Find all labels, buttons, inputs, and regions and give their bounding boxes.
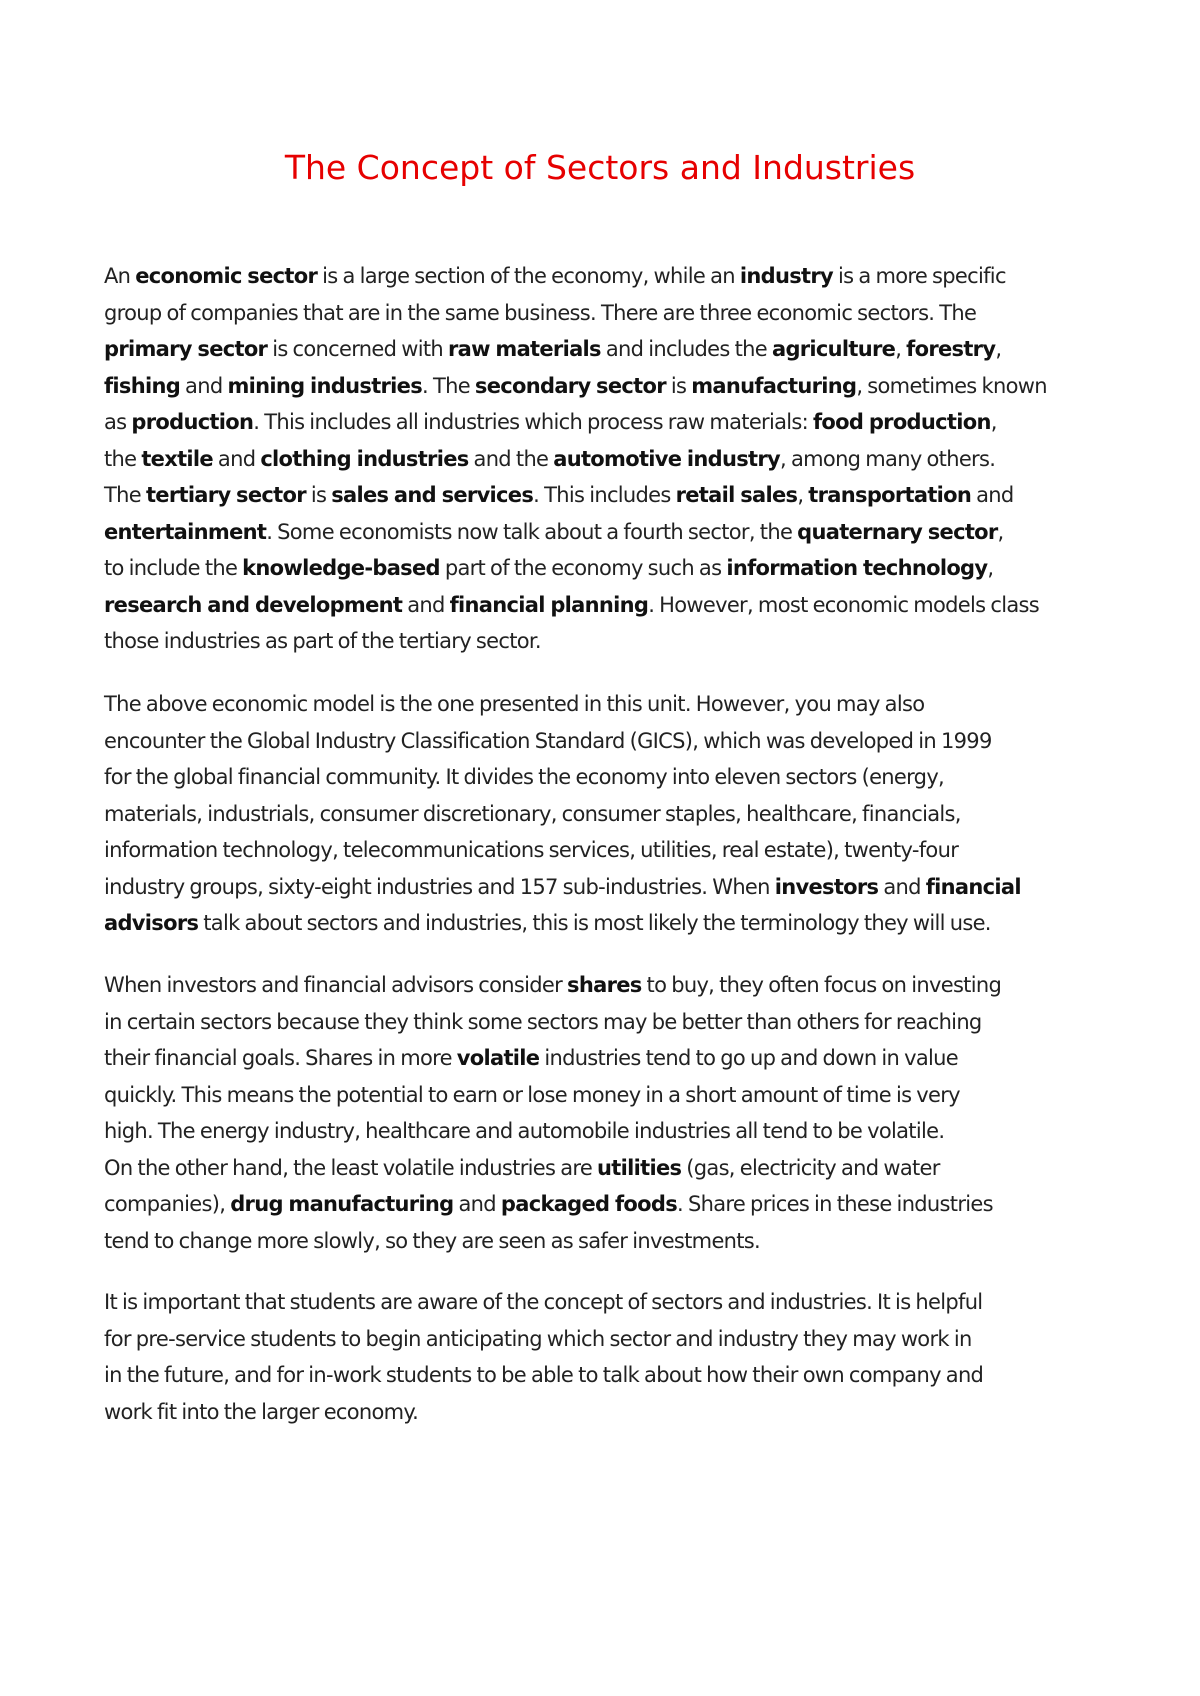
text-segment: materials, industrials, consumer discretionary, consumer staples, healthcare, financials, (104, 801, 961, 826)
text-segment: group of companies that are in the same business. There are three economic sectors. The (104, 300, 977, 325)
text-line (104, 796, 1144, 833)
text-segment: encounter the Global Industry Classification Standard (GICS), which was developed in 1999 (104, 728, 992, 753)
text-line (104, 368, 1144, 405)
bold-term: transportation (808, 483, 972, 507)
bold-term: drug manufacturing (230, 1192, 454, 1216)
text-line (104, 686, 1144, 723)
text-segment: An (104, 264, 136, 288)
text-segment: is a large section of the economy, while an (317, 264, 740, 288)
bold-term: mining industries (227, 373, 423, 398)
bold-term: information technology (726, 556, 988, 580)
text-segment: When investors and financial advisors consider (104, 973, 568, 997)
text-line (104, 1113, 1144, 1150)
text-segment: work fit into the larger economy. (104, 1399, 419, 1424)
page-title: The Concept of Sectors and Industries (284, 148, 916, 187)
text-segment: , (995, 337, 1002, 361)
text-segment: and (212, 446, 261, 471)
text-segment: . Share prices in these industries (677, 1192, 993, 1216)
bold-term: entertainment (104, 519, 267, 544)
bold-term: primary sector (104, 337, 268, 361)
text-segment: and (878, 874, 926, 899)
text-line (104, 1321, 1144, 1358)
text-line (104, 905, 1144, 942)
text-segment: . This includes all industries which process raw materials: (253, 410, 813, 434)
text-line (104, 1284, 1144, 1321)
bold-term: industry (739, 264, 833, 288)
bold-term: economic sector (135, 264, 318, 288)
text-segment: , sometimes known (856, 373, 1047, 398)
text-line (104, 1040, 1144, 1077)
bold-term: retail sales (675, 483, 798, 507)
text-line (104, 759, 1144, 796)
text-line (104, 1004, 1144, 1041)
text-segment: and (402, 592, 450, 617)
text-line (104, 1150, 1144, 1187)
text-line (104, 1357, 1144, 1394)
bold-term: raw materials (447, 337, 601, 361)
text-segment: those industries as part of the tertiary sector. (104, 629, 541, 653)
text-segment: tend to change more slowly, so they are seen as safer investments. (104, 1228, 761, 1253)
text-line (104, 723, 1144, 760)
text-segment: and the (468, 446, 554, 471)
paragraph-gics (104, 686, 1144, 942)
text-segment: to buy, they often focus on investing (641, 973, 1002, 997)
bold-term: production (131, 410, 254, 434)
text-segment: , (797, 483, 809, 507)
text-segment: and (453, 1192, 501, 1216)
text-segment: On the other hand, the least volatile industries are (104, 1155, 598, 1180)
bold-term: forestry (906, 337, 996, 361)
text-segment: and (971, 483, 1014, 507)
text-segment: The (104, 483, 146, 507)
text-segment: . The (422, 373, 475, 398)
text-segment: high. The energy industry, healthcare and automobile industries all tend to be volatile. (104, 1119, 945, 1143)
text-segment: part of the economy such as (439, 556, 727, 580)
text-line (104, 1077, 1144, 1114)
text-segment: . However, most economic models class (648, 592, 1040, 617)
text-line (104, 832, 1144, 869)
text-segment: as (104, 410, 132, 434)
bold-term: automotive industry (553, 446, 781, 471)
text-line (104, 1394, 1144, 1431)
text-segment: their financial goals. Shares in more (104, 1046, 457, 1070)
text-segment: in certain sectors because they think some sectors may be better than others for reaching (104, 1009, 982, 1034)
bold-term: research and development (104, 592, 403, 617)
text-segment: and includes the (600, 337, 772, 361)
text-line (104, 331, 1144, 368)
bold-term: textile (141, 446, 213, 471)
text-line (104, 404, 1144, 441)
text-segment: industries tend to go up and down in value (539, 1046, 958, 1070)
bold-term: volatile (456, 1046, 540, 1070)
text-line (104, 550, 1144, 587)
bold-term: tertiary sector (145, 483, 306, 507)
text-segment: (gas, electricity and water (681, 1155, 940, 1180)
text-segment: , (987, 556, 994, 580)
text-line (104, 967, 1144, 1004)
text-line (104, 587, 1144, 624)
bold-term: sales and services (331, 483, 534, 507)
text-segment: and (180, 373, 228, 398)
text-segment: quickly. This means the potential to earn or lose money in a short amount of time is very (104, 1082, 960, 1107)
text-segment: information technology, telecommunications services, utilities, real estate), twenty-four (104, 838, 959, 862)
bold-term: utilities (597, 1155, 682, 1180)
text-segment: for pre-service students to begin anticipating which sector and industry they may work in (104, 1326, 972, 1351)
text-line (104, 477, 1144, 514)
bold-term: quaternary sector (797, 519, 998, 544)
text-segment: , (895, 337, 907, 361)
paragraph-importance (104, 1284, 1144, 1430)
bold-term: clothing industries (260, 446, 469, 471)
bold-term: financial planning (449, 592, 649, 617)
bold-term: advisors (104, 911, 199, 935)
text-segment: , (990, 410, 997, 434)
text-segment: . This includes (533, 483, 676, 507)
text-line (104, 1186, 1144, 1223)
bold-term: agriculture (771, 337, 896, 361)
text-segment: It is important that students are aware of the concept of sectors and industries. It is helpful (104, 1290, 983, 1314)
text-segment: . Some economists now talk about a fourth sector, the (266, 519, 798, 544)
bold-term: fishing (104, 373, 181, 398)
paragraph-volatility (104, 967, 1144, 1259)
text-segment: is a more specific (833, 264, 1006, 288)
bold-term: food production (813, 410, 991, 434)
text-segment: talk about sectors and industries, this is most likely the terminology they will use. (198, 911, 991, 935)
bold-term: shares (567, 973, 642, 997)
text-segment: is (305, 483, 332, 507)
text-segment: for the global financial community. It divides the economy into eleven sectors (energy, (104, 765, 945, 789)
text-segment: in the future, and for in-work students to be able to talk about how their own company and (104, 1363, 984, 1387)
text-segment: the (104, 446, 142, 471)
bold-term: knowledge-based (242, 556, 440, 580)
text-segment: , (997, 519, 1004, 544)
text-line (104, 869, 1144, 906)
bold-term: packaged foods (500, 1192, 678, 1216)
text-segment: is (665, 373, 692, 398)
text-line (104, 1223, 1144, 1260)
text-line (104, 258, 1144, 295)
text-segment: is concerned with (267, 337, 448, 361)
bold-term: financial (925, 874, 1021, 899)
text-segment: , among many others. (780, 446, 996, 471)
text-line (104, 441, 1144, 478)
bold-term: manufacturing (691, 373, 857, 398)
text-segment: The above economic model is the one presented in this unit. However, you may also (104, 692, 925, 716)
paragraph-sectors-overview (104, 258, 1144, 660)
text-line (104, 514, 1144, 551)
text-line (104, 623, 1144, 660)
text-line (104, 295, 1144, 332)
bold-term: secondary sector (474, 373, 666, 398)
bold-term: investors (774, 874, 879, 899)
text-segment: industry groups, sixty-eight industries and 157 sub-industries. When (104, 874, 775, 899)
text-segment: to include the (104, 556, 243, 580)
text-segment: companies), (104, 1192, 231, 1216)
